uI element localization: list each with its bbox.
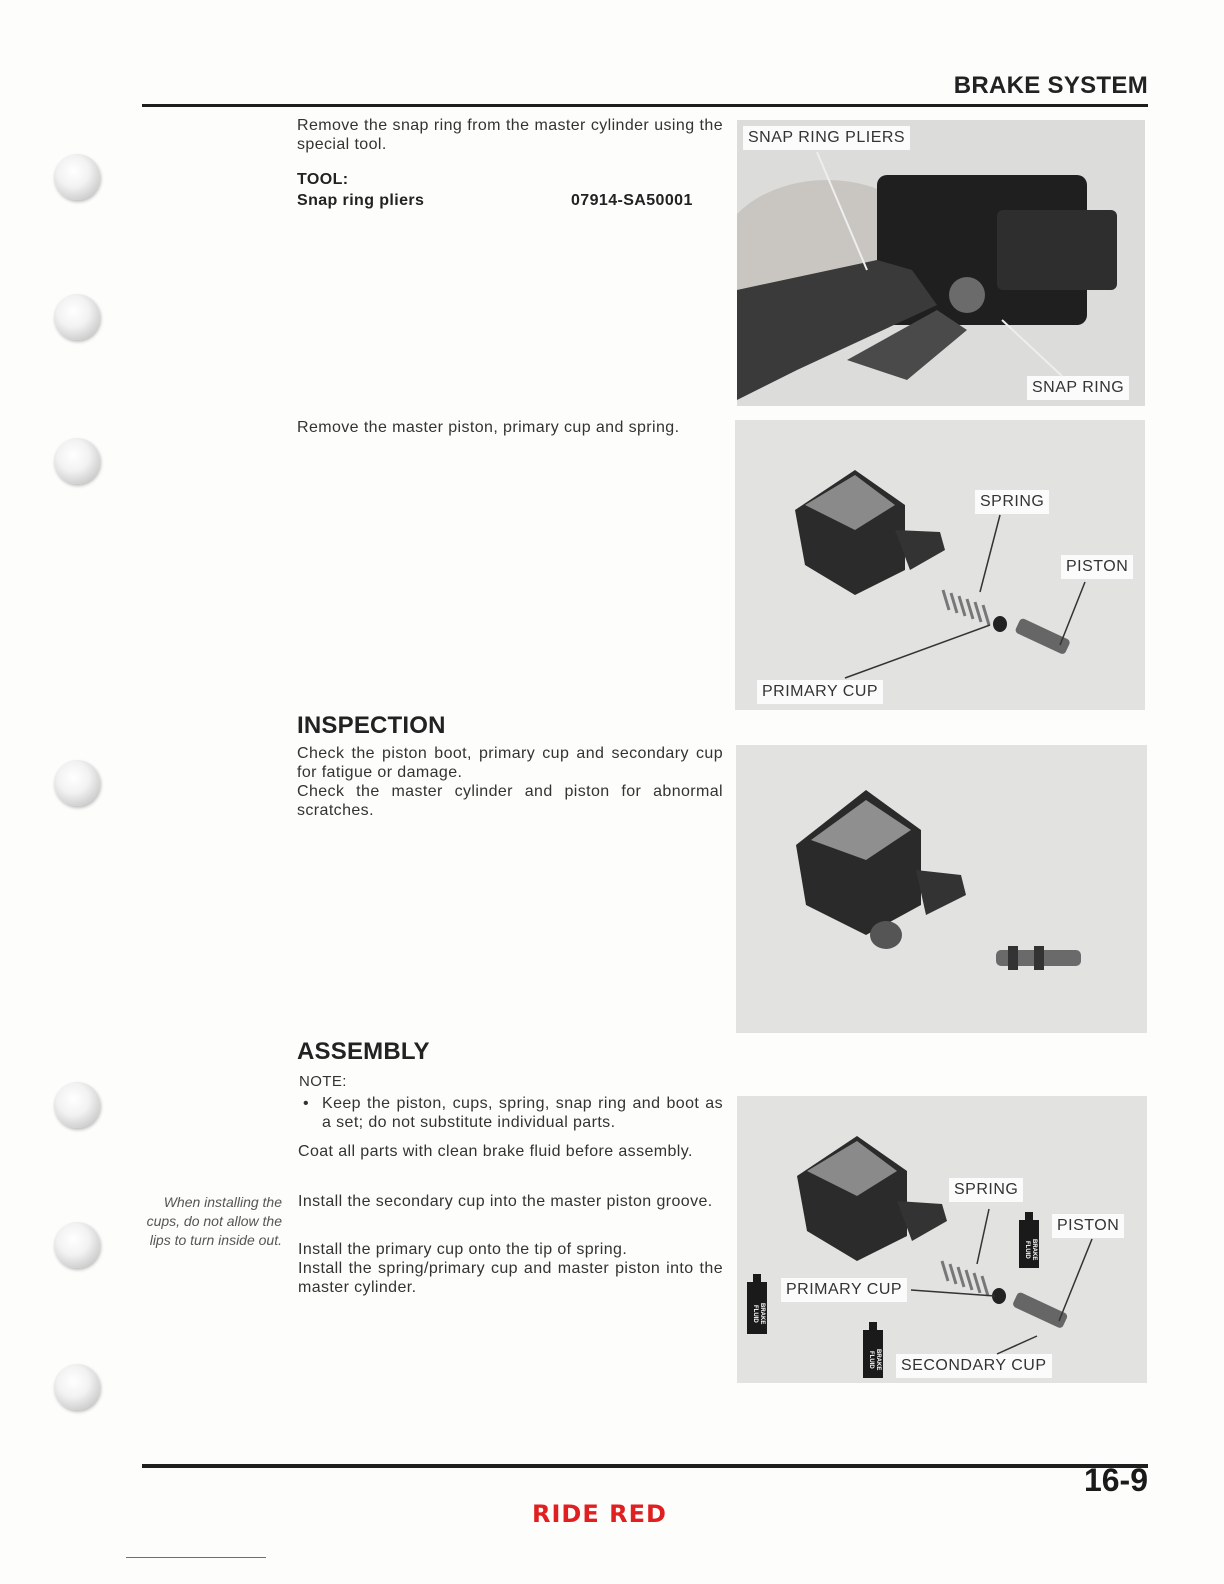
step-remove-piston: Remove the master piston, primary cup and spring.: [297, 419, 680, 436]
leader-lines: [737, 120, 1145, 406]
label-snap-ring-pliers: SNAP RING PLIERS: [743, 126, 910, 150]
label-spring: SPRING: [949, 1178, 1023, 1202]
bottle-label: BRAKE FLUID: [1024, 1239, 1037, 1261]
photo-cylinder-piston-illustration: [736, 745, 1147, 1033]
binder-hole: [54, 1222, 100, 1268]
brand-logo: RIDE RED: [532, 1500, 667, 1528]
photo-piston-parts: [735, 420, 1145, 710]
step-remove-snap-ring: Remove the snap ring from the master cylinder using the special tool.: [297, 117, 723, 153]
label-secondary-cup: SECONDARY CUP: [896, 1354, 1052, 1378]
header-rule: [142, 104, 1148, 107]
install-spring-piston: Install the spring/primary cup and master piston into the master cylinder.: [298, 1260, 723, 1296]
note-item: Keep the piston, cups, spring, snap ring and boot as a set; do not substitute individual parts.: [322, 1095, 723, 1131]
label-primary-cup: PRIMARY CUP: [757, 680, 883, 704]
binder-hole: [54, 1082, 100, 1128]
bottle-label: BRAKE FLUID: [752, 1303, 765, 1325]
inspection-heading: INSPECTION: [297, 712, 446, 739]
binder-hole: [54, 294, 100, 340]
leader-lines: [735, 420, 1145, 710]
brake-fluid-bottle-icon: [863, 1330, 883, 1378]
label-spring: SPRING: [975, 490, 1049, 514]
install-secondary-cup: Install the secondary cup into the master piston groove.: [298, 1193, 713, 1210]
section-title: BRAKE SYSTEM: [953, 72, 1148, 99]
binder-hole: [54, 438, 100, 484]
leader-lines: [737, 1096, 1147, 1383]
side-note-caution: When installing the cups, do not allow the lips to turn inside out.: [146, 1194, 282, 1248]
label-piston: PISTON: [1052, 1214, 1124, 1238]
binder-hole: [54, 154, 100, 200]
photo-snap-ring-removal: [737, 120, 1145, 406]
brake-fluid-bottle-icon: [747, 1282, 767, 1334]
tool-heading: TOOL:: [297, 171, 349, 188]
binder-hole: [54, 760, 100, 806]
footer-link-underline: [126, 1557, 266, 1558]
note-label: NOTE:: [299, 1073, 347, 1090]
bottle-label: BRAKE FLUID: [868, 1349, 881, 1371]
photo-inspection: [736, 745, 1147, 1033]
label-primary-cup: PRIMARY CUP: [781, 1278, 907, 1302]
install-primary-cup: Install the primary cup onto the tip of spring.: [298, 1241, 628, 1258]
brake-fluid-bottle-icon: [1019, 1220, 1039, 1268]
binder-hole: [54, 1364, 100, 1410]
label-piston: PISTON: [1061, 555, 1133, 579]
label-snap-ring: SNAP RING: [1027, 376, 1129, 400]
footer-rule: [142, 1464, 1148, 1468]
tool-number: 07914-SA50001: [571, 192, 693, 209]
photo-assembly: [737, 1096, 1147, 1383]
note-bullet: •: [303, 1095, 310, 1112]
page-number: 16-9: [1083, 1462, 1148, 1498]
assembly-heading: ASSEMBLY: [297, 1038, 430, 1065]
coat-instruction: Coat all parts with clean brake fluid before assembly.: [298, 1143, 693, 1160]
inspection-text-2: Check the master cylinder and piston for abnormal scratches.: [297, 783, 723, 819]
tool-name: Snap ring pliers: [297, 192, 425, 209]
inspection-text-1: Check the piston boot, primary cup and secondary cup for fatigue or damage.: [297, 745, 723, 781]
